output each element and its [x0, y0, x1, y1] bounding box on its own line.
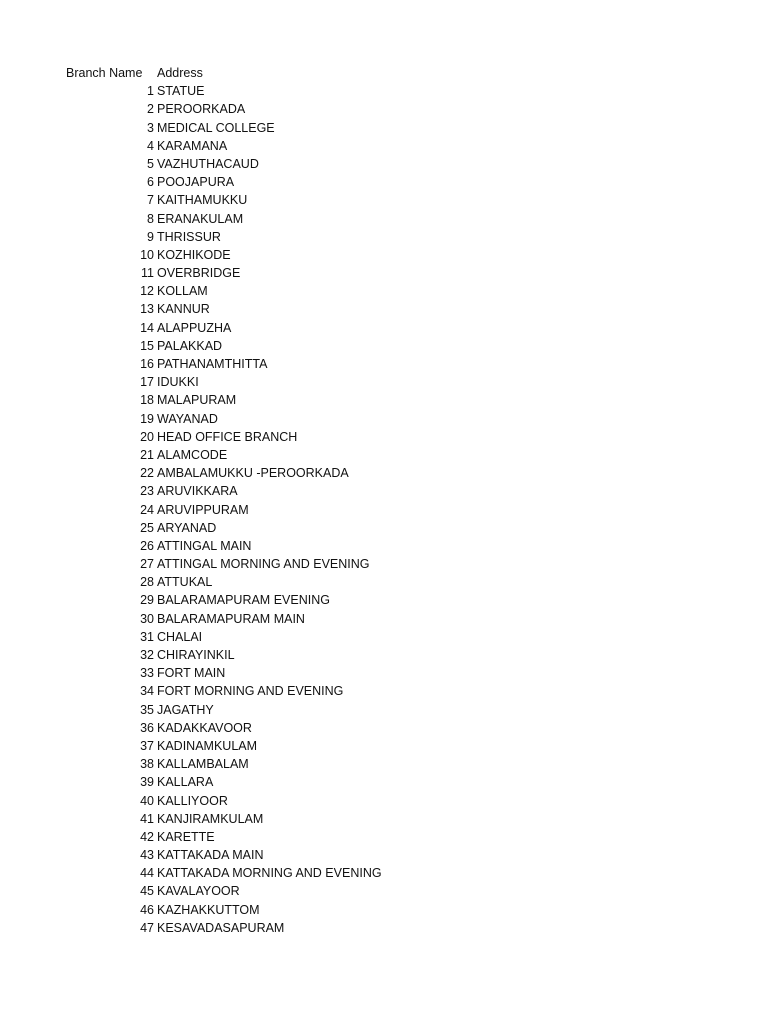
- branch-number: 21: [140, 447, 154, 462]
- table-row: [0, 901, 768, 919]
- table-row: [0, 191, 768, 209]
- table-row: [0, 482, 768, 500]
- table-row: [0, 100, 768, 118]
- table-row: [0, 337, 768, 355]
- branch-number: 37: [140, 738, 154, 753]
- table-row: [0, 628, 768, 646]
- table-row: [0, 355, 768, 373]
- branch-number: 9: [147, 229, 154, 244]
- branch-number: 6: [147, 175, 154, 190]
- branch-number: 44: [140, 866, 154, 881]
- branch-name: THRISSUR: [157, 229, 221, 244]
- table-row: [0, 755, 768, 773]
- branch-number: 26: [140, 538, 154, 553]
- table-row: [0, 737, 768, 755]
- table-row: [0, 155, 768, 173]
- table-row: [0, 228, 768, 246]
- branch-name: ARYANAD: [157, 520, 217, 535]
- branch-number: 10: [140, 247, 154, 262]
- branch-name: FORT MORNING AND EVENING: [157, 684, 344, 699]
- branch-name: KALLAMBALAM: [157, 757, 249, 772]
- branch-name: WAYANAD: [157, 411, 218, 426]
- branch-name: KARETTE: [157, 829, 215, 844]
- branch-number: 14: [140, 320, 154, 335]
- branch-name: BALARAMAPURAM MAIN: [157, 611, 305, 626]
- table-row: [0, 264, 768, 282]
- branch-list: [0, 82, 768, 937]
- table-row: [0, 773, 768, 791]
- table-row: [0, 319, 768, 337]
- branch-name: ALAMCODE: [157, 447, 228, 462]
- table-row: [0, 810, 768, 828]
- branch-number: 12: [140, 284, 154, 299]
- branch-number: 16: [140, 357, 154, 371]
- branch-number: 41: [140, 811, 154, 826]
- branch-name: PEROORKADA: [157, 102, 246, 117]
- branch-number: 13: [140, 302, 154, 317]
- table-row: [0, 664, 768, 682]
- branch-number: 2: [147, 102, 154, 117]
- branch-name: HEAD OFFICE BRANCH: [157, 429, 298, 444]
- spreadsheet-page: [0, 64, 768, 937]
- branch-number: 38: [140, 757, 154, 772]
- header-row: [0, 64, 768, 82]
- table-row: [0, 573, 768, 591]
- branch-name: KAITHAMUKKU: [157, 193, 248, 208]
- branch-number: 47: [140, 920, 154, 935]
- column-header-address: Address: [157, 66, 203, 80]
- branch-number: 34: [140, 684, 154, 699]
- table-row: [0, 646, 768, 664]
- branch-name: ARUVIPPURAM: [157, 502, 249, 517]
- branch-name: KATTAKADA MAIN: [157, 848, 264, 863]
- branch-number: 29: [140, 593, 154, 608]
- branch-number: 36: [140, 720, 154, 735]
- branch-name: PALAKKAD: [157, 338, 223, 353]
- branch-number: 45: [140, 884, 154, 899]
- table-row: [0, 719, 768, 737]
- branch-name: JAGATHY: [157, 702, 214, 717]
- table-row: [0, 701, 768, 719]
- branch-name: KANNUR: [157, 302, 210, 317]
- branch-number: 8: [147, 211, 154, 226]
- branch-name: KESAVADASAPURAM: [157, 920, 285, 935]
- branch-number: 39: [140, 775, 154, 790]
- table-row: [0, 864, 768, 882]
- table-row: [0, 137, 768, 155]
- table-row: [0, 119, 768, 137]
- branch-name: KADAKKAVOOR: [157, 720, 252, 735]
- branch-number: 23: [140, 484, 154, 499]
- branch-name: CHALAI: [157, 629, 203, 644]
- branch-number: 5: [147, 156, 154, 171]
- branch-number: 11: [141, 266, 154, 281]
- branch-name: KAZHAKKUTTOM: [157, 902, 260, 917]
- branch-number: 18: [140, 393, 154, 408]
- branch-name: MALAPURAM: [157, 393, 237, 408]
- branch-number: 15: [140, 338, 154, 353]
- branch-number: 30: [140, 611, 154, 626]
- branch-number: 17: [140, 375, 154, 390]
- branch-name: MEDICAL COLLEGE: [157, 120, 275, 135]
- branch-name: BALARAMAPURAM EVENING: [157, 593, 330, 608]
- branch-number: 25: [140, 520, 154, 535]
- table-row: [0, 464, 768, 482]
- branch-number: 32: [140, 648, 154, 662]
- table-row: [0, 391, 768, 409]
- table-row: [0, 373, 768, 391]
- table-row: [0, 828, 768, 846]
- branch-name: CHIRAYINKIL: [157, 648, 235, 662]
- table-row: [0, 446, 768, 464]
- table-row: [0, 519, 768, 537]
- branch-name: AMBALAMUKKU -PEROORKADA: [157, 466, 349, 481]
- branch-number: 40: [140, 793, 154, 808]
- table-row: [0, 919, 768, 937]
- table-row: [0, 610, 768, 628]
- table-row: [0, 591, 768, 609]
- branch-name: FORT MAIN: [157, 666, 226, 681]
- branch-number: 28: [140, 575, 154, 590]
- branch-name: KANJIRAMKULAM: [157, 811, 264, 826]
- table-row: [0, 555, 768, 573]
- branch-number: 46: [140, 902, 154, 917]
- branch-number: 20: [140, 429, 154, 444]
- branch-number: 7: [147, 193, 154, 208]
- branch-number: 42: [140, 829, 154, 844]
- table-row: [0, 210, 768, 228]
- branch-number: 24: [140, 502, 154, 517]
- branch-number: 35: [140, 702, 154, 717]
- table-row: [0, 682, 768, 700]
- branch-name: ALAPPUZHA: [157, 320, 232, 335]
- table-row: [0, 537, 768, 555]
- branch-name: POOJAPURA: [157, 175, 235, 190]
- table-row: [0, 792, 768, 810]
- branch-name: KALLIYOOR: [157, 793, 228, 808]
- branch-name: STATUE: [157, 84, 205, 99]
- branch-name: KADINAMKULAM: [157, 738, 258, 753]
- branch-number: 27: [140, 557, 154, 572]
- branch-name: KOLLAM: [157, 284, 208, 299]
- table-row: [0, 246, 768, 264]
- branch-name: KATTAKADA MORNING AND EVENING: [157, 866, 382, 881]
- branch-name: KALLARA: [157, 775, 214, 790]
- table-row: [0, 82, 768, 100]
- branch-name: IDUKKI: [157, 375, 199, 390]
- branch-name: VAZHUTHACAUD: [157, 156, 259, 171]
- table-row: [0, 282, 768, 300]
- table-row: [0, 173, 768, 191]
- branch-number: 33: [140, 666, 154, 681]
- table-row: [0, 410, 768, 428]
- branch-name: ATTINGAL MORNING AND EVENING: [157, 557, 370, 572]
- branch-name: OVERBRIDGE: [157, 266, 241, 281]
- branch-number: 4: [147, 138, 154, 153]
- table-row: [0, 882, 768, 900]
- branch-name: KARAMANA: [157, 138, 228, 153]
- branch-name: ATTINGAL MAIN: [157, 538, 252, 553]
- table-row: [0, 846, 768, 864]
- table-row: [0, 428, 768, 446]
- branch-number: 22: [140, 466, 154, 481]
- branch-name: KOZHIKODE: [157, 247, 231, 262]
- branch-number: 19: [140, 411, 154, 426]
- branch-number: 3: [147, 120, 154, 135]
- branch-name: KAVALAYOOR: [157, 884, 240, 899]
- branch-number: 31: [140, 629, 154, 644]
- branch-number: 1: [147, 84, 154, 99]
- branch-name: ATTUKAL: [157, 575, 213, 590]
- column-header-branch-name: Branch Name: [66, 66, 143, 80]
- branch-number: 43: [140, 848, 154, 863]
- branch-name: ERANAKULAM: [157, 211, 244, 226]
- branch-name: ARUVIKKARA: [157, 484, 238, 499]
- table-row: [0, 300, 768, 318]
- table-row: [0, 501, 768, 519]
- branch-name: PATHANAMTHITTA: [157, 357, 268, 371]
